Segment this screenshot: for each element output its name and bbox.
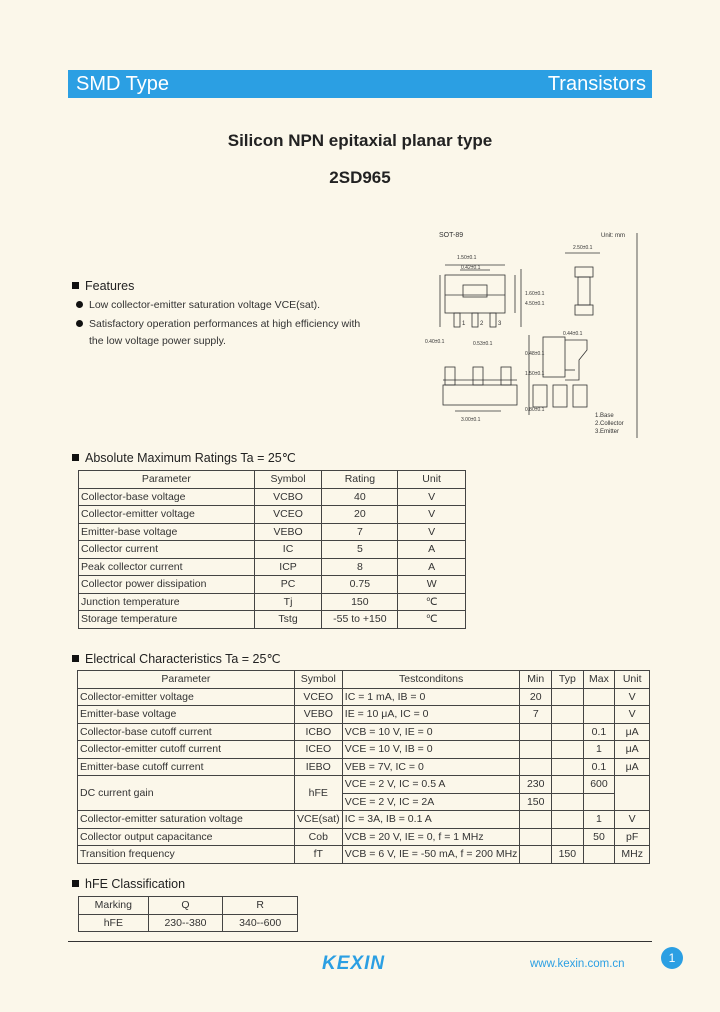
pkg-dim: 0.48±0.1 [525, 351, 545, 357]
feature-item: Low collector-emitter saturation voltage VCE(sat). [76, 297, 320, 314]
pin-label: 3 [498, 321, 502, 327]
table-header-row: Parameter Symbol Rating Unit [79, 471, 466, 489]
part-number: 2SD965 [329, 168, 391, 187]
abs-max-heading: Absolute Maximum Ratings Ta = 25℃ [72, 450, 296, 465]
table-row: Emitter-base voltage VEBO IE = 10 μA, IC = 0 7 V [78, 706, 650, 724]
pkg-dim: 1.50±0.1 [525, 371, 545, 377]
table-row: Collector output capacitance Cob VCB = 20 V, IE = 0, f = 1 MHz 50 pF [78, 828, 650, 846]
pin-legend: 1.Base [595, 413, 614, 419]
table-row: Collector-emitter cutoff current ICEO VCE = 10 V, IB = 0 1 μA [78, 741, 650, 759]
abs-max-table [78, 470, 466, 629]
doc-title: Silicon NPN epitaxial planar type [227, 131, 493, 150]
table-row: Collector-base cutoff current ICBO VCB = 10 V, IE = 0 0.1 μA [78, 723, 650, 741]
package-drawing [425, 225, 640, 438]
table-row: Collector current IC 5 A [79, 541, 466, 559]
pkg-dim: 0.42±0.1 [461, 265, 481, 271]
header-left: SMD Type [76, 73, 169, 95]
footer-divider [68, 941, 652, 942]
elec-table [77, 670, 650, 864]
table-header-row: Parameter Symbol Testconditons Min Typ Max Unit [78, 671, 650, 689]
pkg-dim: 0.44±0.1 [563, 331, 583, 337]
square-bullet-icon [72, 880, 79, 887]
pin-legend: 3.Emitter [595, 429, 620, 435]
table-row: Emitter-base voltage VEBO 7 V [79, 523, 466, 541]
pin-label: 1 [462, 321, 466, 327]
table-row: Collector power dissipation PC 0.75 W [79, 576, 466, 594]
table-row: VCE = 2 V, IC = 2A 150 [78, 793, 650, 811]
pkg-dim: 0.40±0.1 [425, 339, 445, 345]
page-number: 1 [661, 947, 683, 969]
pkg-dim: 4.50±0.1 [525, 301, 545, 307]
pin-label: 2 [480, 321, 484, 327]
square-bullet-icon [72, 454, 79, 461]
table-row: hFE 230--380 340--600 [79, 914, 298, 932]
pkg-dim: 2.50±0.1 [573, 245, 593, 251]
pkg-dim: 0.80±0.1 [525, 407, 545, 413]
pkg-dim: 1.50±0.1 [457, 255, 477, 261]
table-row: Peak collector current ICP 8 A [79, 558, 466, 576]
table-row: Collector-emitter voltage VCEO IC = 1 mA, IB = 0 20 V [78, 688, 650, 706]
pkg-name: SOT-89 [439, 232, 464, 239]
pkg-dim: 0.53±0.1 [473, 341, 493, 347]
square-bullet-icon [72, 282, 79, 289]
pkg-unit: Unit: mm [601, 233, 625, 239]
hfe-table [78, 896, 298, 932]
table-row: DC current gain hFE VCE = 2 V, IC = 0.5 A 230 600 [78, 776, 650, 794]
table-row: Marking Q R [79, 897, 298, 915]
header-right: Transistors [547, 73, 646, 95]
pin-legend: 2.Collector [595, 421, 624, 427]
features-heading: Features [72, 279, 134, 293]
bullet-icon [76, 320, 83, 327]
table-row: Transition frequency fT VCB = 6 V, IE = -50 mA, f = 200 MHz 150 MHz [78, 846, 650, 864]
feature-item-cont: the low voltage power supply. [89, 335, 226, 347]
table-row: Storage temperature Tstg -55 to +150 ℃ [79, 611, 466, 629]
table-row: Collector-base voltage VCBO 40 V [79, 488, 466, 506]
feature-item: Satisfactory operation performances at high efficiency with [76, 316, 360, 333]
pkg-dim: 1.60±0.1 [525, 291, 545, 297]
elec-heading: Electrical Characteristics Ta = 25℃ [72, 651, 280, 666]
table-row: Collector-emitter voltage VCEO 20 V [79, 506, 466, 524]
table-row: Junction temperature Tj 150 ℃ [79, 593, 466, 611]
footer-url[interactable]: www.kexin.com.cn [530, 958, 625, 970]
kexin-logo: KEXIN [322, 953, 386, 974]
table-row: Emitter-base cutoff current IEBO VEB = 7V, IC = 0 0.1 μA [78, 758, 650, 776]
hfe-heading: hFE Classification [72, 877, 185, 891]
pkg-dim: 3.00±0.1 [461, 417, 481, 423]
table-row: Collector-emitter saturation voltage VCE(sat) IC = 3A, IB = 0.1 A 1 V [78, 811, 650, 829]
bullet-icon [76, 301, 83, 308]
header-bar [68, 70, 652, 98]
square-bullet-icon [72, 655, 79, 662]
